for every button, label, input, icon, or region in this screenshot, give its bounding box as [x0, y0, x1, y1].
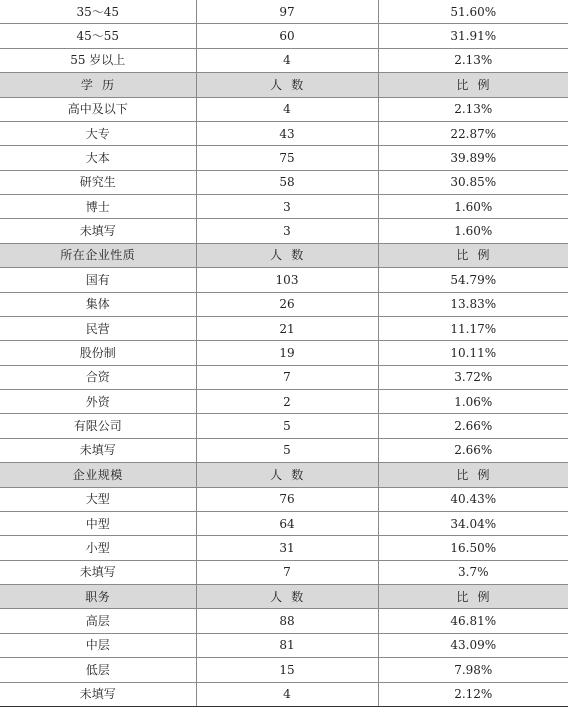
count-cell: 7 [196, 560, 378, 584]
count-cell: 3 [196, 219, 378, 243]
table-row [0, 658, 568, 682]
percentage-cell: 31.91% [378, 24, 568, 48]
percentage-cell: 2.13% [378, 97, 568, 121]
count-cell: 4 [196, 97, 378, 121]
count-cell: 2 [196, 390, 378, 414]
count-cell: 31 [196, 536, 378, 560]
category-cell: 大本 [0, 146, 196, 170]
category-cell: 有限公司 [0, 414, 196, 438]
percentage-cell: 2.66% [378, 438, 568, 462]
table-row [0, 341, 568, 365]
table-row [0, 316, 568, 340]
table-row [0, 195, 568, 219]
percentage-cell: 40.43% [378, 487, 568, 511]
table-row [0, 268, 568, 292]
count-cell: 3 [196, 195, 378, 219]
header-percentage-cell: 比 例 [378, 585, 568, 609]
table-row [0, 390, 568, 414]
table-row [0, 536, 568, 560]
category-cell: 未填写 [0, 682, 196, 706]
category-cell: 未填写 [0, 219, 196, 243]
category-cell: 大专 [0, 121, 196, 145]
count-cell: 81 [196, 633, 378, 657]
header-percentage-cell: 比 例 [378, 463, 568, 487]
percentage-cell: 46.81% [378, 609, 568, 633]
section-header-row [0, 243, 568, 267]
table-row [0, 560, 568, 584]
header-count-cell: 人 数 [196, 463, 378, 487]
header-count-cell: 人 数 [196, 73, 378, 97]
count-cell: 7 [196, 365, 378, 389]
percentage-cell: 2.66% [378, 414, 568, 438]
table-row [0, 48, 568, 72]
percentage-cell: 7.98% [378, 658, 568, 682]
category-cell: 55 岁以上 [0, 48, 196, 72]
percentage-cell: 43.09% [378, 633, 568, 657]
count-cell: 5 [196, 438, 378, 462]
count-cell: 75 [196, 146, 378, 170]
percentage-cell: 34.04% [378, 511, 568, 535]
header-category-cell: 职务 [0, 585, 196, 609]
header-category-cell: 学 历 [0, 73, 196, 97]
category-cell: 45～55 [0, 24, 196, 48]
header-count-cell: 人 数 [196, 243, 378, 267]
percentage-cell: 16.50% [378, 536, 568, 560]
percentage-cell: 3.72% [378, 365, 568, 389]
percentage-cell: 10.11% [378, 341, 568, 365]
table-row [0, 170, 568, 194]
table-row [0, 682, 568, 706]
header-count-cell: 人 数 [196, 585, 378, 609]
category-cell: 外资 [0, 390, 196, 414]
count-cell: 5 [196, 414, 378, 438]
table-row [0, 121, 568, 145]
count-cell: 97 [196, 0, 378, 24]
percentage-cell: 51.60% [378, 0, 568, 24]
table-row [0, 219, 568, 243]
table-row [0, 0, 568, 24]
section-header-row [0, 585, 568, 609]
percentage-cell: 30.85% [378, 170, 568, 194]
category-cell: 股份制 [0, 341, 196, 365]
count-cell: 60 [196, 24, 378, 48]
count-cell: 4 [196, 48, 378, 72]
category-cell: 合资 [0, 365, 196, 389]
count-cell: 58 [196, 170, 378, 194]
percentage-cell: 1.60% [378, 219, 568, 243]
header-category-cell: 企业规模 [0, 463, 196, 487]
table-row [0, 24, 568, 48]
category-cell: 中层 [0, 633, 196, 657]
percentage-cell: 22.87% [378, 121, 568, 145]
header-percentage-cell: 比 例 [378, 73, 568, 97]
percentage-cell: 2.13% [378, 48, 568, 72]
count-cell: 43 [196, 121, 378, 145]
category-cell: 低层 [0, 658, 196, 682]
table-row [0, 438, 568, 462]
category-cell: 研究生 [0, 170, 196, 194]
category-cell: 高层 [0, 609, 196, 633]
count-cell: 88 [196, 609, 378, 633]
percentage-cell: 1.60% [378, 195, 568, 219]
category-cell: 大型 [0, 487, 196, 511]
table-row [0, 365, 568, 389]
percentage-cell: 39.89% [378, 146, 568, 170]
category-cell: 民营 [0, 316, 196, 340]
count-cell: 26 [196, 292, 378, 316]
percentage-cell: 13.83% [378, 292, 568, 316]
percentage-cell: 11.17% [378, 316, 568, 340]
category-cell: 中型 [0, 511, 196, 535]
category-cell: 未填写 [0, 560, 196, 584]
category-cell: 高中及以下 [0, 97, 196, 121]
table-row [0, 97, 568, 121]
category-cell: 国有 [0, 268, 196, 292]
count-cell: 64 [196, 511, 378, 535]
percentage-cell: 1.06% [378, 390, 568, 414]
header-category-cell: 所在企业性质 [0, 243, 196, 267]
count-cell: 21 [196, 316, 378, 340]
header-percentage-cell: 比 例 [378, 243, 568, 267]
table-row [0, 609, 568, 633]
category-cell: 博士 [0, 195, 196, 219]
table-row [0, 511, 568, 535]
category-cell: 小型 [0, 536, 196, 560]
table-row [0, 292, 568, 316]
table-row [0, 146, 568, 170]
count-cell: 76 [196, 487, 378, 511]
section-header-row [0, 463, 568, 487]
count-cell: 4 [196, 682, 378, 706]
count-cell: 15 [196, 658, 378, 682]
count-cell: 103 [196, 268, 378, 292]
percentage-cell: 2.12% [378, 682, 568, 706]
count-cell: 19 [196, 341, 378, 365]
table-row [0, 487, 568, 511]
percentage-cell: 54.79% [378, 268, 568, 292]
category-cell: 35～45 [76, 4, 120, 19]
percentage-cell: 3.7% [378, 560, 568, 584]
category-cell: 未填写 [0, 438, 196, 462]
table-row [0, 414, 568, 438]
category-cell: 集体 [0, 292, 196, 316]
section-header-row [0, 73, 568, 97]
table-row [0, 633, 568, 657]
